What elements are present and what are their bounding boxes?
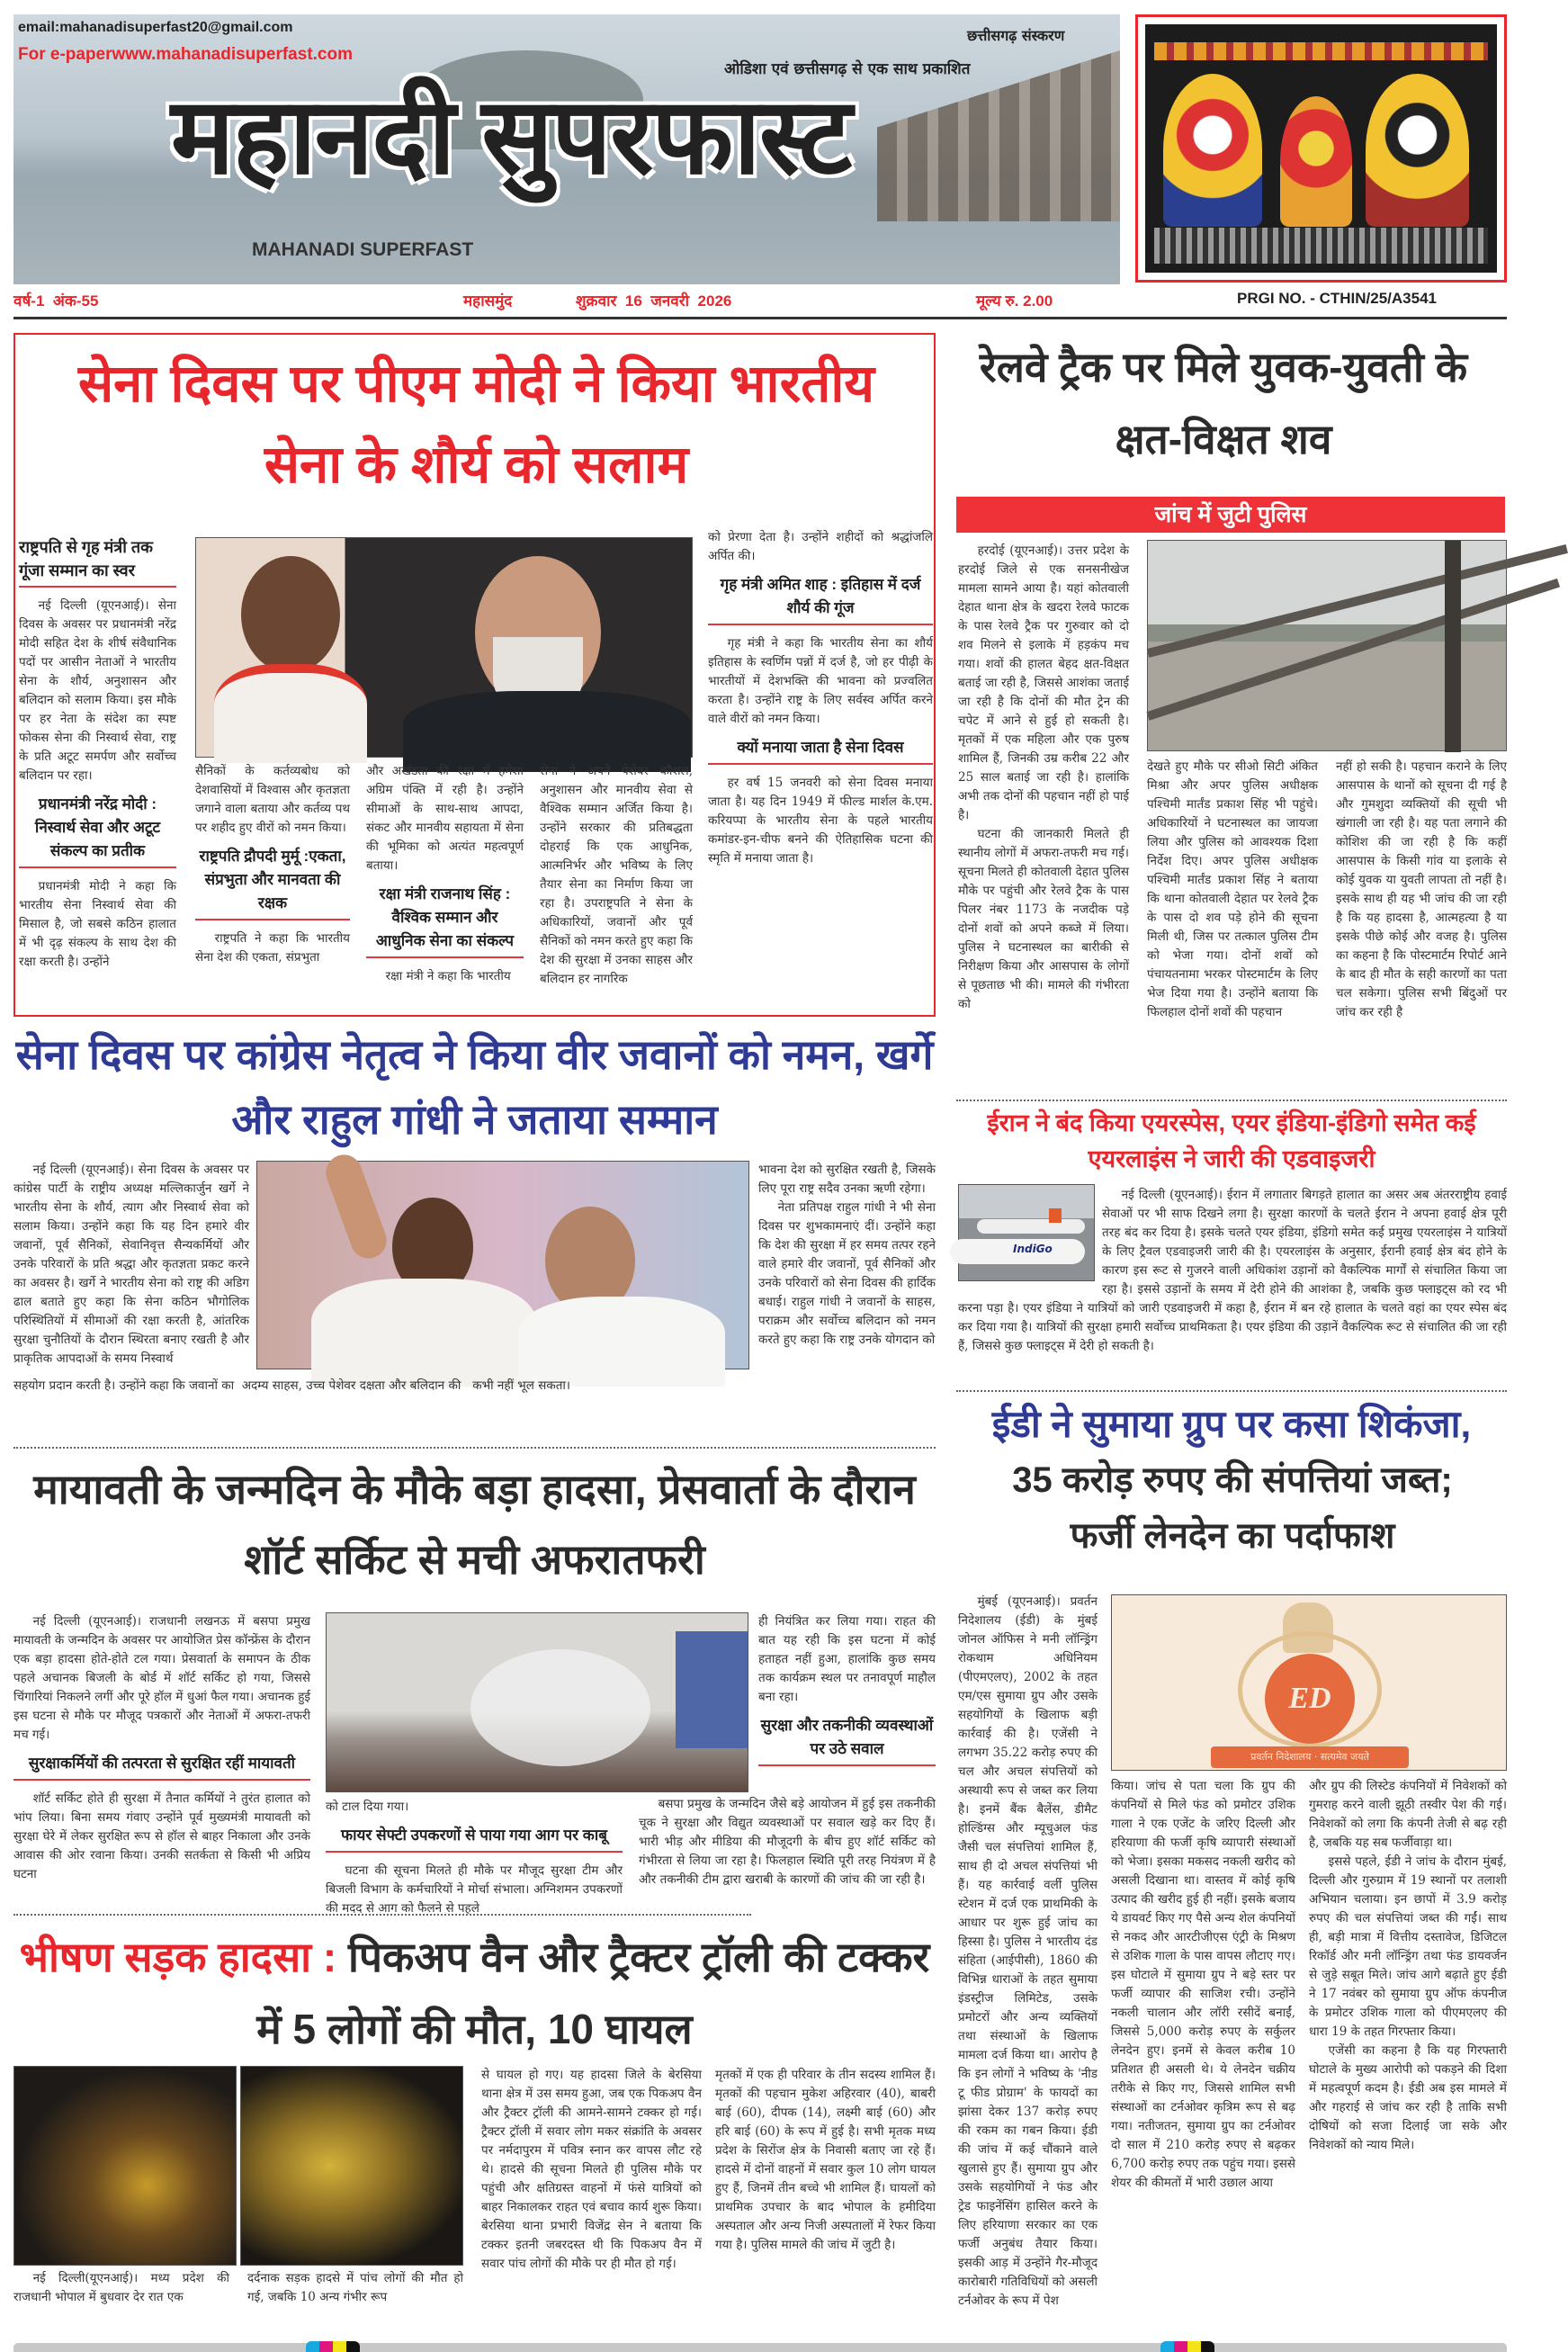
mayawati-paragraph: घटना की सूचना मिलते ही मौके पर मौजूद सुरक्षा टीम और बिजली विभाग के कर्मचारियों ने मोर्चा संभाला। अग्निशमन उपकरणों की मदद से आग को फैलने से पहले [326,1863,623,1916]
rail-col-2 [1147,758,1318,1082]
price: मूल्य रु. 2.00 [976,292,1053,310]
accident-headline-red: भीषण सड़क हादसा : [19,1934,337,1980]
ed-paragraph: और ग्रुप की लिस्टेड कंपनियों में निवेशकों को गुमराह करने वाली झूठी तस्वीर पेश की गई। निवेशकों को लगा कि कंपनी तेजी से बढ़ रही है, जबकि यह सब फर्जीवाड़ा था। [1309,1779,1507,1850]
ed-paragraph: मुंबई (यूएनआई)। प्रवर्तन निदेशालय (ईडी) के मुंबई जोनल ऑफिस ने मनी लॉन्ड्रिंग रोकथाम अधिनियम (पीएमएलए), 2002 के तहत एम/एस सुमाया ग्रुप और उसके सहयोगियों के खिलाफ बड़ी कार्रवाई की है। एजेंसी ने लगभग 35.22 करोड़ रुपए की चल और अचल संपत्तियों को अस्थायी रूप से जब्त कर लिया है। इनमें बैंक बैलेंस, डीमैट होल्डिंग्स और म्यूचुअल फंड जैसी चल संपत्तियां शामिल हैं, साथ ही दो अचल संपत्तियां भी हैं। यह कार्रवाई वर्ली पुलिस स्टेशन में दर्ज एक प्राथमिकी के आधार पर शुरू हुई जांच का हिस्सा है। पुलिस ने भारतीय दंड संहिता (आईपीसी), 1860 की विभिन्न धाराओं के तहत सुमाया इंडस्ट्रीज लिमिटेड, उसके प्रमोटरों और अन्य व्यक्तियों तथा संस्थाओं के खिलाफ मामला दर्ज किया था। आरोप है कि इन लोगों ने भविष्य के 'नीड टू फीड प्रोग्राम' के फायदों का झांसा देकर 137 करोड़ रुपए की रकम का गबन किया। ईडी की जांच में कई चौंकाने वाले खुलासे हुए हैं। सुमाया ग्रुप और उसके सहयोगियों ने फंड और ट्रेड फाइनेंसिंग हासिल करने के लिए हरियाणा सरकार का एक फर्जी अनुबंध तैयार किया। इसकी आड़ में उन्होंने गैर-मौजूद कारोबारी गतिविधियों को असली टर्नओवर के रूप में पेश [958,1594,1098,2308]
accident-paragraph: से घायल हो गए। यह हादसा जिले के बेरसिया थाना क्षेत्र में उस समय हुआ, जब एक पिकअप वैन और ट्रैक्टर ट्रॉली की आमने-सामने टक्कर हो गई। ट्रैक्टर ट्रॉली में सवार लोग मकर संक्रांति के अवसर पर नर्मदापुरम में पवित्र स्नान कर वापस लौट रहे थे। हादसे की सूचना मिलते ही पुलिस मौके पर पहुंची और क्षतिग्रस्त वाहनों में फंसे यात्रियों को बाहर निकालकर राहत एवं बचाव कार्य शुरू किया। बेरसिया थाना प्रभारी विजेंद्र सेन ने बताया कि टक्कर इतनी जबरदस्त थी कि पिकअप वैन में सवार पांच लोगों की मौके पर ही मौत हो गई। [481,2068,702,2271]
divider [13,1914,751,1916]
accident-photo-2 [240,2066,463,2266]
rail-paragraph: हरदोई (यूएनआई)। उत्तर प्रदेश के हरदोई जिले से एक सनसनीखेज मामला सामने आया है। यहां कोतवाली देहात थाना क्षेत्र के खदरा रेलवे फाटक के पास रेलवे ट्रैक पर गुरुवार को दो शव मिलने से इलाके में हड़कंप मच गया। शवों की हालत बेहद क्षत-विक्षत बताई जा रही है, जिससे आशंका जताई जा रही है कि दोनों की मौत ट्रेन की चपेट में आने से हुई हो सकती है। मृतकों में एक महिला और एक पुरुष शामिल हैं, जिनकी उम्र करीब 22 और 25 साल बताई जा रही है। हालांकि अभी तक दोनों की पहचान नहीं हो पाई है। [958,543,1129,822]
army-col-1 [19,528,176,1014]
rail-col-3 [1336,758,1507,1082]
iran-text [958,1186,1507,1384]
iran-paragraph: नई दिल्ली (यूएनआई)। ईरान में लगातार बिगड़ते हालात का असर अब अंतरराष्ट्रीय हवाई सेवाओं पर भी साफ दिखने लगा है। सुरक्षा कारणों के चलते ईरान ने अपना हवाई क्षेत्र पूरी तरह बंद कर दिया है। इसके चलते एयर इंडिया, इंडिगो समेत कई प्रमुख एयरलाइंस ने यात्रियों के लिए ट्रैवल एडवाइजरी जारी की है। एयरलाइंस के अनुसार, ईरानी हवाई क्षेत्र बंद होने के कारण इस रूट से गुजरने वाली अधिकांश उड़ानों को वैकल्पिक मार्गों से संचालित किया जा रहा है। इससे उड़ानों के समय में देरी होने की आशंका है, जबकि कुछ फ्लाइट्स को रद भी करना पड़ा है। एयर इंडिया ने यात्रियों को जारी एडवाइजरी में कहा है, ईरान में बन रहे हालात के चलते वहां का एयर स्पेस बंद कर दिया गया है। यात्रियों की सुरक्षा हमारी सर्वोच्च प्राथमिकता है। एयर इंडिया की उड़ानें वैकल्पिक रूट से संचालित की जा रही हैं, जिससे कुछ फ्लाइट्स में देरी हो सकती है। [958,1188,1507,1353]
subhead-rajnath-singh: रक्षा मंत्री राजनाथ सिंह : वैश्विक सम्मान और आधुनिक सेना का संकल्प [366,883,524,958]
mayawati-col-4 [639,1795,936,1908]
issue-info-bar [13,286,1507,313]
ed-paragraph: किया। जांच से पता चला कि ग्रुप की कंपनियों से मिले फंड को प्रमोटर उशिक गाला ने एक एजेंट के जरिए दिल्ली और हरियाणा की फर्जी कृषि व्यापारी संस्थाओं को भेजा। इसका मकसद नकली खरीद को असली दिखाना था। वास्तव में कोई कृषि उत्पाद की खरीद हुई ही नहीं। इसके बजाय ये डायवर्ट किए गए पैसे अन्य शेल कंपनियों से नकद और आरटीजीएस एंट्री के मिश्रण से उशिक गाला के पास वापस लौटाए गए। इस घोटाले में सुमाया ग्रुप ने बड़े स्तर पर फर्जी व्यापार की साजिश रची। उन्होंने नकली चालान और लॉरी रसीदें बनाईं, जिससे 5,000 करोड़ रुपए के सर्कुलर लेनदेन हुए। इनमें से केवल करीब 10 प्रतिशत ही असली थे। ये लेनदेन चक्रीय तरीके से किए गए, जिससे शामिल सभी संस्थाओं का टर्नओवर कृत्रिम रूप से बढ़ गया। नतीजतन, सुमाया ग्रुप का टर्नओवर दो साल में 210 करोड़ रुपए से बढ़कर 6,700 करोड़ रुपए तक पहुंच गया। इससे शेयर की कीमतों में भारी उछाल आया [1111,1779,1295,2190]
army-paragraph: गृह मंत्री ने कहा कि भारतीय सेना का शौर्य इतिहास के स्वर्णिम पन्नों में दर्ज है, जो हर पीढ़ी के भारतीयों में देशभक्ति की भावना को प्रज्वलित करता है। उन्होंने राष्ट्र के लिए सर्वस्व अर्पित करने वाले वीरों को नमन किया। [708,636,933,726]
mayawati-paragraph: शॉर्ट सर्किट होते ही सुरक्षा में तैनात कर्मियों ने तुरंत हालात को भांप लिया। बिना समय गंवाए उन्होंने पूर्व मुख्यमंत्री मायावती को सुरक्षा घेरे में लेकर सुरक्षित रूप से हॉल से बाहर निकाला और उनके आवास की ओर रवाना किया। उनकी सतर्कता से किसी भी अप्रिय घटना [13,1791,310,1881]
congress-paragraph: भावना देश को सुरक्षित रखती है, जिसके लिए पूरा राष्ट्र सदैव उनका ऋणी रहेगा। [758,1163,936,1196]
accident-headline-dark: पिकअप वैन और ट्रैक्टर ट्रॉली की टक्कर में 5 लोगों की मौत, 10 घायल [256,1934,930,2052]
ed-col-2 [1111,1777,1295,2344]
cmyk-marks [306,2341,360,2352]
army-paragraph: राष्ट्रपति ने कहा कि भारतीय सेना देश की एकता, संप्रभुता [195,931,350,965]
rail-col-1 [958,542,1129,1082]
congress-story-headline: सेना दिवस पर कांग्रेस नेतृत्व ने किया वीर जवानों को नमन, खर्गे और राहुल गांधी ने जताया सम्मान [15,1031,934,1143]
ed-col-1 [958,1593,1098,2344]
army-paragraph: रक्षा मंत्री ने कहा कि भारतीय [385,969,511,983]
subhead-why-army-day: क्यों मनाया जाता है सेना दिवस [708,736,933,765]
congress-col-2 [758,1161,936,1377]
accident-col-3 [481,2066,702,2345]
army-col-3 [366,762,524,1014]
ed-logo-text: प्रवर्तन निदेशालय · सत्यमेव जयते [1211,1746,1409,1768]
ed-paragraph: एजेंसी का कहना है कि यह गिरफ्तारी घोटाले के मुख्य आरोपी को पकड़ने की दिशा में महत्वपूर्ण कदम है। ईडी अब इस मामले में और गहराई से जांच कर रही है ताकि सभी दोषियों को सजा दिलाई जा सके और निवेशकों को न्याय मिले। [1309,2043,1507,2152]
army-paragraph: हर वर्ष 15 जनवरी को सेना दिवस मनाया जाता है। यह दिन 1949 में फील्ड मार्शल के.एम. करियप्पा के भारतीय सेना के पहले भारतीय कमांडर-इन-चीफ बनने की ऐतिहासिक घटना की स्मृति में मनाया जाता है। [708,776,933,866]
publish-date: शुक्रवार 16 जनवरी 2026 [576,292,732,310]
deity-image-frame [1135,14,1507,283]
army-paragraph: नई दिल्ली (यूएनआई)। सेना दिवस के अवसर पर प्रधानमंत्री नरेंद्र मोदी सहित देश के शीर्ष संवैधानिक पदों पर आसीन नेताओं ने भारतीय सेना के शौर्य, अनुशासन और बलिदान को सलाम किया। इस मौके पर हर नेता के संदेश का स्पष्ट फोकस सेना की निस्वार्थ सेवा, राष्ट्र के प्रति अटूट समर्पण और सर्वोच्च बलिदान पर रहा। [19,598,176,783]
congress-paragraph: नेता प्रतिपक्ष राहुल गांधी ने भी सेना दिवस पर शुभकामनाएं दीं। उन्होंने कहा कि देश की सुरक्षा में हर समय तत्पर रहने वाले हमारे वीर जवानों, पूर्व सैनिकों और उनके परिवारों को सेना दिवस की हार्दिक बधाई। राहुल गांधी ने जवानों के साहस, पराक्रम और सर्वोच्च बलिदान को नमन करते हुए कहा कि राष्ट्र उनके योगदान को [758,1200,936,1347]
army-paragraph: और अखंडता की रक्षा में हमेशा अग्रिम पंक्ति में रही है। उन्होंने सीमाओं के साथ-साथ आपदा, संकट और मानवीय सहायता में सेना की भूमिका को अत्यंत महत्वपूर्ण बताया। [366,764,524,873]
subhead-pm-modi: प्रधानमंत्री नरेंद्र मोदी : निस्वार्थ सेवा और अटूट संकल्प का प्रतीक [19,793,176,868]
divider [13,1447,936,1449]
place-name: महासमुंद [463,292,513,310]
murmu-modi-photo [195,537,693,758]
header-divider [13,317,1507,319]
ed-col-3 [1309,1777,1507,2344]
kharge-rahul-photo [256,1161,749,1369]
indigo-logo-text: IndiGo [1013,1243,1053,1255]
subhead-fire-safety: फायर सेफ्टी उपकरणों से पाया गया आग पर काबू [326,1824,623,1853]
army-col-5 [708,528,933,1014]
email-address: email:mahanadisuperfast20@gmail.com [18,20,293,35]
mayawati-paragraph: नई दिल्ली (यूएनआई)। राजधानी लखनऊ में बसपा प्रमुख मायावती के जन्मदिन के अवसर पर आयोजित प्रेस कॉन्फ्रेंस के दौरान एक बड़ा हादसा होते-होते टल गया। प्रेसवार्ता के समापन के ठीक पहले अचानक बिजली के बोर्ड में शॉर्ट सर्किट हो गया, जिससे चिंगारियां निकलने लगीं और पूरे हॉल में धुआं फैल गया। अचानक हुई इस घटना से मौके पर मौजूद पत्रकारों और नेताओं में अफरा-तफरी मच गई। [13,1614,310,1742]
masthead-tagline: ओडिशा एवं छत्तीसगढ़ से एक साथ प्रकाशित [724,60,971,78]
rail-paragraph: घटना की जानकारी मिलते ही स्थानीय लोगों में अफरा-तफरी मच गई। सूचना मिलते ही कोतवाली देहात पुलिस मौके पर पहुंची और रेलवे ट्रैक के पास पिलर नंबर 1173 के नजदीक पड़े दोनों शवों को अपने कब्जे में लिया। पुलिस ने घटनास्थल का बारीकी से निरीक्षण किया और आसपास के लोगों से पूछताछ भी की। मामले की गंभीरता को [958,827,1129,1011]
epaper-link[interactable]: For e-paperwww.mahanadisuperfast.com [18,45,353,64]
masthead-banner [13,14,1120,284]
accident-paragraph: मृतकों में एक ही परिवार के तीन सदस्य शामिल हैं। मृतकों की पहचान मुकेश अहिरवार (40), बाबरी बाई (60), दीपक (14), लक्ष्मी बाई (60) और हरि बाई (60) के रूप में हुई है। सभी मृतक मध्य प्रदेश के सिरोंज क्षेत्र के निवासी बताए जा रहे हैं। हादसे में दोनों वाहनों में सवार कुल 10 लोग घायल हुए हैं, जिनमें तीन बच्चे भी शामिल हैं। घायलों को प्राथमिक उपचार के बाद भोपाल के हमीदिया अस्पताल और अन्य निजी अस्पतालों में रेफर किया गया है। पुलिस मामले की जांच में जुटी है। [715,2068,936,2252]
mayawati-paragraph: को टाल दिया गया। [326,1800,409,1814]
cmyk-marks [1160,2341,1214,2352]
subhead-security-staff: सुरक्षाकर्मियों की तत्परता से सुरक्षित रहीं मायावती [13,1752,310,1781]
rail-story-banner: जांच में जुटी पुलिस [956,497,1505,533]
rail-paragraph: देखते हुए मौके पर सीओ सिटी अंकित मिश्रा और अपर पुलिस अधीक्षक पश्चिमी मार्तंड प्रकाश सिंह भी पहुंचे। अधिकारियों ने घटनास्थल का जायजा लिया और पुलिस को आवश्यक दिशा निर्देश दिए। अपर पुलिस अधीक्षक पश्चिमी मार्तंड प्रकाश सिंह ने बताया कि थाना कोतवाली देहात पर रेलवे ट्रैक के पास दो शव पड़े होने की सूचना मिली थी, जिस पर तत्काल पुलिस टीम को भेजा गया। दोनों शवों को पंचायतनामा भरकर पोस्टमार्टम के लिए भेज दिया गया है। उन्होंने बताया कि फिलहाल दोनों शवों की पहचान [1147,759,1318,1019]
jagannath-deities-image [1145,24,1497,273]
divider [956,1390,1507,1392]
iran-story-headline: ईरान ने बंद किया एयरस्पेस, एयर इंडिया-इंडिगो समेत कई एयरलाइंस ने जारी की एडवाइजरी [987,1109,1476,1172]
print-registration-bar [13,2343,1507,2352]
mayawati-col-1 [13,1612,310,1881]
army-col-4 [540,762,693,1014]
ed-logo-image: ED प्रवर्तन निदेशालय · सत्यमेव जयते [1111,1594,1507,1771]
press-conference-smoke-photo [326,1612,748,1792]
accident-photo-1 [13,2066,237,2266]
accident-col-2 [247,2269,463,2345]
accident-paragraph: नई दिल्ली(यूएनआई)। मध्य प्रदेश की राजधानी भोपाल में बुधवार देर रात एक [13,2271,229,2304]
ed-paragraph: इससे पहले, ईडी ने जांच के दौरान मुंबई, दिल्ली और गुरुग्राम में 19 स्थानों पर तलाशी अभियान चलाया। इन छापों में 3.9 करोड़ रुपए की चल संपत्तियां जब्त की गईं। साथ ही, बड़ी मात्रा में वित्तीय दस्तावेज, डिजिटल रिकॉर्ड और मनी लॉन्ड्रिंग तथा फंड डायवर्जन से जुड़े सबूत मिले। जांच आगे बढ़ाते हुए ईडी ने 17 नवंबर को सुमाया ग्रुप ऑफ कंपनीज के प्रमोटर उशिक गाला को पीएमएलए की धारा 19 के तहत गिरफ्तार किया। [1309,1854,1507,2039]
army-col-2 [195,762,350,1014]
issue-number: वर्ष-1 अंक-55 [13,292,99,310]
congress-paragraph: नई दिल्ली (यूएनआई)। सेना दिवस के अवसर पर कांग्रेस पार्टी के राष्ट्रीय अध्यक्ष मल्लिकार्जुन खर्गे ने भारतीय सेना के शौर्य, त्याग और निस्वार्थ सेवा को सलाम किया। उन्होंने कहा कि यह दिन हमारे वीर जवानों, पूर्व सैनिकों, सेवानिवृत्त सैन्यकर्मियों और उनके परिवारों के प्रति श्रद्धा और कृतज्ञता प्रकट करने का अवसर है। खर्गे ने भारतीय सेना को राष्ट्र की अडिग ढाल बताते हुए कहा कि सेना कठिन भौगोलिक परिस्थितियों में सीमाओं की रक्षा करती है, आंतरिक सुरक्षा चुनौतियों के दौरान स्थिरता बनाए रखती है और प्राकृतिक आपदाओं के समय निस्वार्थ [13,1163,249,1366]
mayawati-paragraph: ही नियंत्रित कर लिया गया। राहत की बात यह रही कि इस घटना में कोई हताहत नहीं हुआ, हालांकि कुछ समय तक कार्यक्रम स्थल पर तनावपूर्ण माहौल बना रहा। [758,1614,936,1704]
newspaper-title: महानदी सुपरफास्ट [171,77,851,196]
army-paragraph: सैनिकों के कर्तव्यबोध को देशवासियों में विश्वास और कृतज्ञता जगाने वाला बताया और कर्तव्य पथ पर शहीद हुए वीरों को नमन किया। [195,764,350,835]
accident-paragraph: दर्दनाक सड़क हादसे में पांच लोगों की मौत हो गई, जबकि 10 अन्य गंभीर रूप [247,2271,463,2304]
mayawati-col-2 [326,1798,623,1915]
subhead-president-murmu: राष्ट्रपति द्रौपदी मुर्मू :एकता, संप्रभुता और मानवता की रक्षक [195,845,350,920]
ed-headline-blue: ईडी ने सुमाया ग्रुप पर कसा शिकंजा, [991,1403,1472,1445]
mayawati-col-3 [758,1612,936,1801]
subhead-president-to-home-minister: राष्ट्रपति से गृह मंत्री तक गूंजा सम्मान का स्वर [19,535,176,588]
mayawati-story-headline: मायावती के जन्मदिन के मौके बड़ा हादसा, प्रेसवार्ता के दौरान शॉर्ट सर्किट से मची अफरातफरी [33,1466,916,1583]
accident-col-4 [715,2066,936,2345]
newspaper-title-english: MAHANADI SUPERFAST [252,239,474,260]
army-day-story [13,333,936,1017]
army-story-headline: सेना दिवस पर पीएम मोदी ने किया भारतीय सेना के शौर्य को सलाम [77,355,875,494]
army-paragraph: सेना ने अपने पेशेवर कौशल, अनुशासन और मानवीय सेवा से वैश्विक सम्मान अर्जित किया है। उन्होंने सरकार की प्रतिबद्धता दोहराई कि एक आधुनिक, आत्मनिर्भर और भविष्य के लिए तैयार सेना का निर्माण किया जा रहा है। उपराष्ट्रपति ने सेना के अधिकारियों, जवानों और पूर्व सैनिकों को नमन करते हुए कहा कि देश की सुरक्षा में उनका साहस और बलिदान हर नागरिक [540,764,693,986]
rail-paragraph: नहीं हो सकी है। पहचान कराने के लिए आसपास के थानों को सूचना दी गई है और गुमशुदा व्यक्तियों की सूची भी खंगाली जा रही है। यह पता लगाने की कोशिश की जा रही है कि कहीं आसपास के किसी गांव या इलाके से कोई युवक या युवती लापता तो नहीं है। इसके साथ ही यह भी जांच की जा रही है कि यह हादसा है, आत्महत्या है या इसके पीछे कोई और वजह है। पुलिस का कहना है कि पोस्टमार्टम रिपोर्ट आने के बाद ही मौत के सही कारणों का पता चल सकेगा। पुलिस सभी बिंदुओं पर जांच कर रही है [1336,759,1507,1019]
edition-label: छत्तीसगढ़ संस्करण [967,27,1065,44]
railway-track-photo [1147,540,1507,751]
accident-col-1 [13,2269,229,2345]
divider [956,1100,1507,1101]
accident-story-headline [13,1921,936,2065]
army-paragraph: प्रधानमंत्री मोदी ने कहा कि भारतीय सेना निस्वार्थ सेवा की मिसाल है, जो सबसे कठिन हालात में भी दृढ़ संकल्प के साथ देश की रक्षा करती है। उन्होंने [19,879,176,969]
mayawati-paragraph: बसपा प्रमुख के जन्मदिन जैसे बड़े आयोजन में हुई इस तकनीकी चूक ने सुरक्षा और विद्युत व्यवस्थाओं पर सवाल खड़े कर दिए हैं। भारी भीड़ और मीडिया की मौजूदगी के बीच हुए शॉर्ट सर्किट को गंभीरता से लिया जा रहा है। फिलहाल स्थिति पूरी तरह नियंत्रण में है और तकनीकी टीम द्वारा खराबी के कारणों की जांच की जा रही है। [639,1797,936,1887]
subhead-amit-shah: गृह मंत्री अमित शाह : इतिहास में दर्ज शौर्य की गूंज [708,573,933,625]
prgi-number: PRGI NO. - CTHIN/25/A3541 [1237,290,1438,307]
rail-story-headline: रेलवे ट्रैक पर मिले युवक-युवती के क्षत-विक्षत शव [979,344,1468,462]
ed-headline-dark: 35 करोड़ रुपए की संपत्तियां जब्त; फर्जी लेनदेन का पर्दाफाश [1012,1460,1453,1556]
subhead-security-questions: सुरक्षा और तकनीकी व्यवस्थाओं पर उठे सवाल [758,1714,936,1766]
congress-last-line: सहयोग प्रदान करती है। उन्होंने कहा कि जवानों का अदम्य साहस, उच्च पेशेवर दक्षता और बलिदान की कभी नहीं भूल सकता। [13,1378,571,1393]
army-paragraph: को प्रेरणा देता है। उन्होंने शहीदों को श्रद्धांजलि अर्पित की। [708,530,933,563]
congress-col-1 [13,1161,249,1377]
